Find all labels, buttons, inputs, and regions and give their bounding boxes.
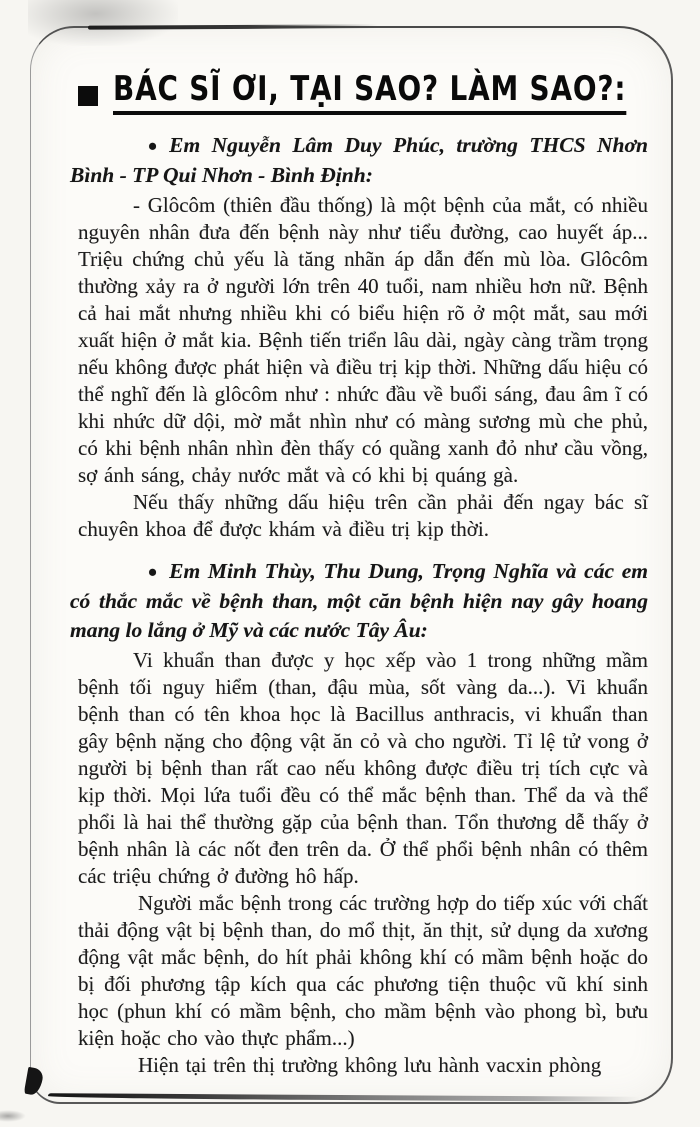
answer-paragraph: Nếu thấy những dấu hiệu trên cần phải đến ngay bác sĩ chuyên khoa để được khám và điều trị kịp thời. <box>78 489 648 541</box>
answer-paragraph: Hiện tại trên thị trường không lưu hành vacxin phòng <box>138 1052 602 1077</box>
answer-paragraph: - Glôcôm (thiên đầu thống) là một bệnh của mắt, có nhiều nguyên nhân đưa đến bệnh này như tiểu đường, cao huyết áp... Triệu chứng chủ yếu là tăng nhãn áp dẫn đến mù lòa. Glôcôm thường xảy ra ở người lớn trên 40 tuổi, nam nhiều hơn nữ. Bệnh cả hai mắt nhưng nhiều khi có biểu hiện rõ ở một mắt, sau mới xuất hiện ở mắt kia. Bệnh tiến triển lâu dài, ngày càng trầm trọng nếu không được phát hiện và điều trị kịp thời. Những dấu hiệu có thể nghĩ đến là glôcôm như : nhức đầu về buổi sáng, đau âm ĩ có khi nhức dữ dội, mờ mắt nhìn như có màng sương mù che phủ, có khi bệnh nhân nhìn đèn thấy có quầng xanh đỏ như cầu vồng, sợ ánh sáng, chảy nước mắt và có khi bị quáng gà. <box>78 192 648 487</box>
question-text: Em Minh Thùy, Thu Dung, Trọng Nghĩa và các em có thắc mắc về bệnh than, một căn bệnh hiện nay gây hoang mang lo lắng ở Mỹ và các nước Tây Âu: <box>70 558 648 642</box>
dot-bullet-icon: • <box>148 131 158 161</box>
page-title-row <box>78 69 648 115</box>
dot-bullet-icon: • <box>148 557 158 587</box>
square-bullet-icon <box>78 86 98 106</box>
page-title: BÁC SĨ ƠI, TẠI SAO? LÀM SAO?: <box>113 72 626 115</box>
question-text: Em Nguyễn Lâm Duy Phúc, trường THCS Nhơn Bình - TP Qui Nhơn - Bình Định: <box>70 132 648 187</box>
answer-paragraph: Người mắc bệnh trong các trường hợp do tiếp xúc với chất thải động vật bị bệnh than, do mổ thịt, ăn thịt, sử dụng da xương động vật mắc bệnh, do hít phải không khí có mầm bệnh hoặc do bị đối phương tập kích qua các phương tiện thuộc vũ khí sinh học (phun khí có mầm bệnh, cho mầm bệnh vào phong bì, bưu kiện hoặc cho vào thực phẩm...) <box>78 890 648 1050</box>
question-heading <box>70 131 648 190</box>
question-heading <box>70 557 648 645</box>
answer-paragraph: Vi khuẩn than được y học xếp vào 1 trong những mầm bệnh tối nguy hiểm (than, đậu mùa, sốt vàng da...). Vi khuẩn bệnh than có tên khoa học là Bacillus anthracis, vi khuẩn than gây bệnh nặng cho động vật ăn cỏ và cho người. Tỉ lệ tử vong ở người bị bệnh than rất cao nếu không được điều trị tích cực và kịp thời. Mọi lứa tuổi đều có thể mắc bệnh than. Thể da và thể phổi là hai thể thường gặp của bệnh than. Tổn thương dễ thấy ở bệnh nhân là các nốt đen trên da. Ở thể phổi bệnh nhân có thêm các triệu chứng ở đường hô hấp. <box>78 647 648 888</box>
